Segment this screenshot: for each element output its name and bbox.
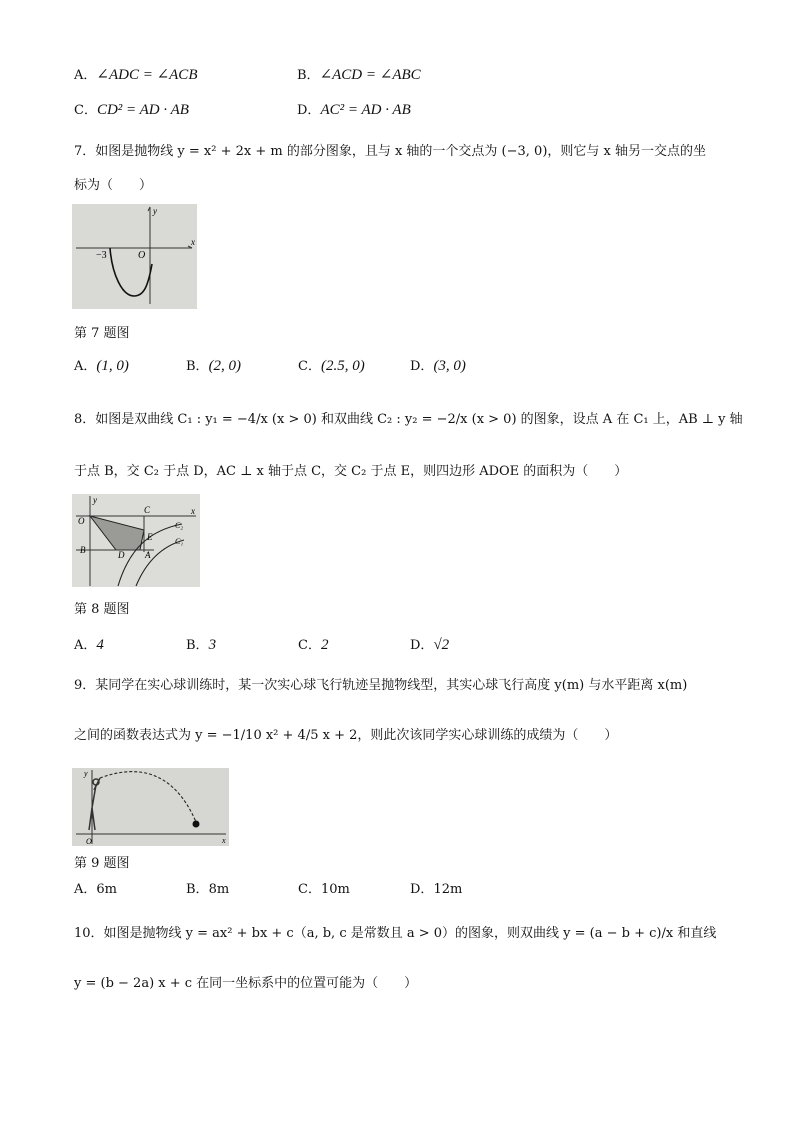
q9-caption: 第 9 题图	[74, 856, 130, 871]
q7-option-b: B．(2, 0)	[186, 358, 242, 374]
q8-label-C: C	[144, 505, 151, 515]
q7-option-d: D．(3, 0)	[410, 358, 466, 374]
q7-option-a: A．(1, 0)	[74, 358, 129, 374]
q7-caption: 第 7 题图	[74, 326, 130, 341]
q9-option-a: A．6m	[74, 882, 117, 897]
q8-label-B: B	[80, 545, 86, 555]
q8-label-C1: C₁	[175, 537, 184, 546]
q8-option-b: B．3	[186, 637, 217, 653]
q6-option-c: C．CD² = AD · AB	[74, 102, 189, 118]
q6-option-d: D．AC² = AD · AB	[297, 102, 411, 118]
q7-label-x: x	[191, 237, 195, 247]
q7-stem-line1: 7．如图是抛物线 y = x² + 2x + m 的部分图象，且与 x 轴的一个交点为 (−3, 0)，则它与 x 轴另一交点的坐	[74, 144, 706, 159]
q7-figure	[72, 204, 197, 309]
q7-option-c: C．(2.5, 0)	[298, 358, 365, 374]
q8-option-d: D．√2	[410, 637, 450, 653]
q9-label-x: x	[222, 836, 226, 845]
q8-label-O: O	[78, 516, 85, 526]
q9-option-b: B．8m	[186, 882, 230, 897]
q9-figure	[72, 768, 229, 846]
q9-option-c: C．10m	[298, 882, 350, 897]
q8-figure	[72, 494, 200, 587]
q10-stem-line2: y = (b − 2a) x + c 在同一坐标系中的位置可能为（ ）	[74, 976, 418, 991]
q9-stem-line2: 之间的函数表达式为 y = −1/10 x² + 4/5 x + 2，则此次该同学实心球训练的成绩为（ ）	[74, 728, 618, 743]
q8-option-c: C．2	[298, 637, 329, 653]
q7-label-neg3: −3	[96, 250, 107, 261]
q8-stem-line1: 8．如图是双曲线 C₁ : y₁ = −4/x (x > 0) 和双曲线 C₂ : y₂ = −2/x (x > 0) 的图象，设点 A 在 C₁ 上，AB ⊥ y 轴	[74, 412, 743, 427]
athlete-icon	[89, 778, 100, 830]
q9-option-d: D．12m	[410, 882, 463, 897]
q8-label-x: x	[191, 506, 195, 516]
q8-option-a: A．4	[74, 637, 104, 653]
q10-stem-line1: 10．如图是抛物线 y = ax² + bx + c（a, b, c 是常数且 a > 0）的图象，则双曲线 y = (a − b + c)/x 和直线	[74, 926, 717, 941]
q8-label-C2: C₂	[175, 521, 184, 530]
q9-label-O: O	[86, 837, 92, 846]
q8-stem-line2: 于点 B，交 C₂ 于点 D，AC ⊥ x 轴于点 C，交 C₂ 于点 E，则四边形 ADOE 的面积为（ ）	[74, 464, 628, 479]
q6-option-b: B．∠ACD = ∠ABC	[297, 67, 421, 83]
q9-stem-line1: 9．某同学在实心球训练时，某一次实心球飞行轨迹呈抛物线型，其实心球飞行高度 y(m) 与水平距离 x(m)	[74, 678, 688, 693]
q8-label-y: y	[93, 495, 97, 505]
q8-label-E: E	[147, 532, 153, 542]
q9-label-y: y	[84, 769, 88, 778]
q6-option-a: A．∠ADC = ∠ACB	[74, 67, 198, 83]
q8-label-D: D	[118, 550, 125, 560]
q8-caption: 第 8 题图	[74, 602, 130, 617]
q8-label-A: A	[145, 550, 151, 560]
q7-stem-line2: 标为（ ）	[74, 178, 153, 193]
q7-label-y: y	[153, 206, 157, 216]
q7-label-origin: O	[138, 250, 146, 261]
